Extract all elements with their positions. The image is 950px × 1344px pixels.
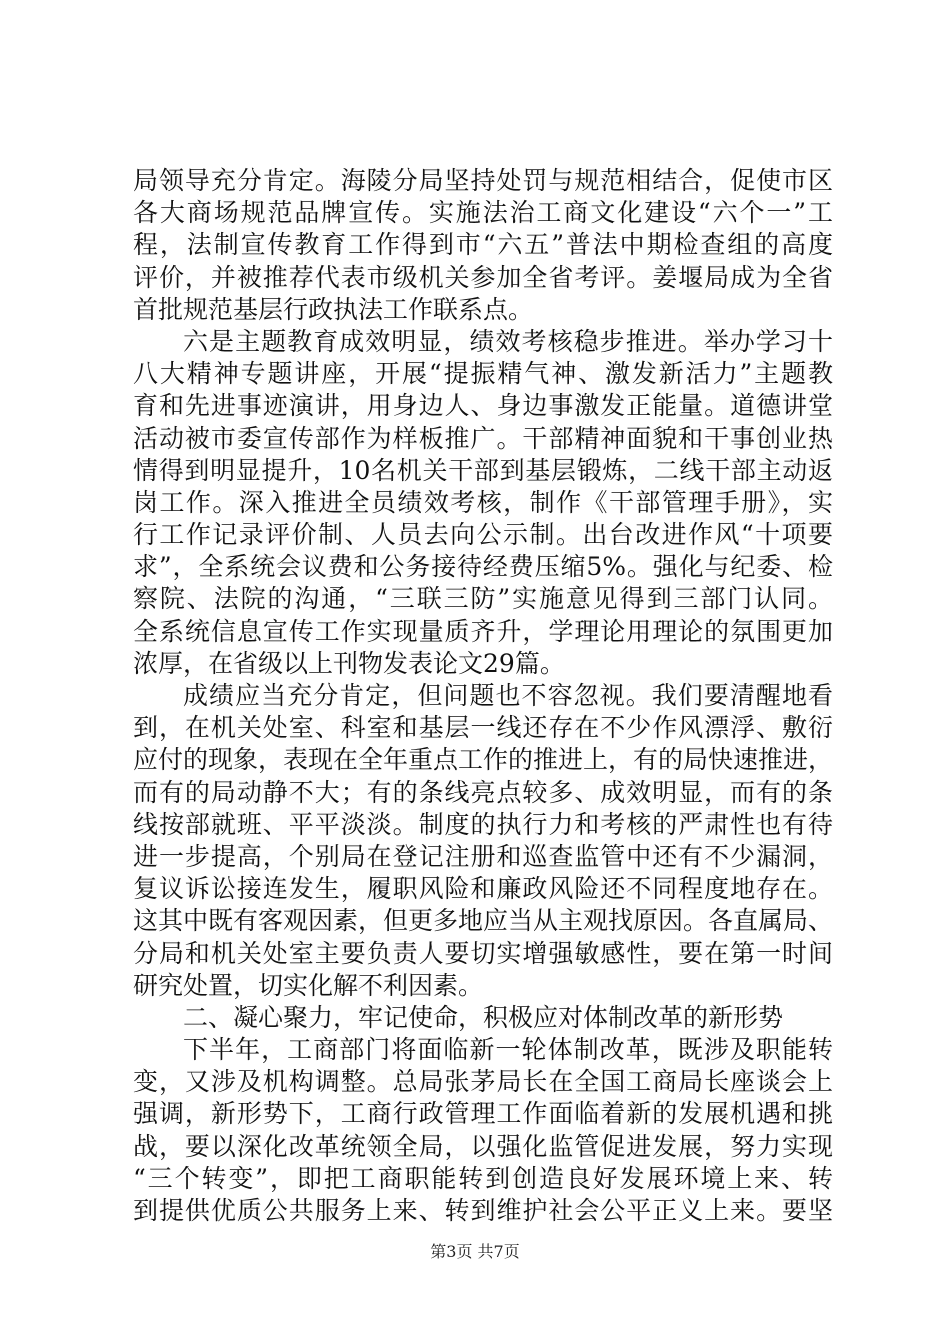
text-line: 全系统信息宣传工作实现量质齐升，学理论用理论的氛围更加 (133, 616, 833, 646)
page-number-footer: 第3页 共7页 (430, 1242, 520, 1261)
text-line: 复议诉讼接连发生，履职风险和廉政风险还不同程度地存在。 (133, 874, 833, 904)
document-body (133, 165, 833, 1227)
text-line: 各大商场规范品牌宣传。实施法治工商文化建设“六个一”工 (133, 198, 833, 228)
paragraph-start-line: 成绩应当充分肯定，但问题也不容忽视。我们要清醒地看 (183, 681, 833, 710)
text-line: “三个转变”，即把工商职能转到创造良好发展环境上来、转 (133, 1163, 833, 1193)
text-line: 到，在机关处室、科室和基层一线还存在不少作风漂浮、敷衍 (133, 713, 833, 743)
paragraph-start-line: 六是主题教育成效明显，绩效考核稳步推进。举办学习十 (183, 326, 833, 356)
text-line: 岗工作。深入推进全员绩效考核，制作《干部管理手册》，实 (133, 487, 833, 517)
text-line: 评价，并被推荐代表市级机关参加全省考评。姜堰局成为全省 (133, 262, 833, 292)
text-line: 这其中既有客观因素，但更多地应当从主观找原因。各直属局、 (133, 906, 833, 936)
text-line: 八大精神专题讲座，开展“提振精气神、激发新活力”主题教 (133, 359, 833, 389)
text-line: 战，要以深化改革统领全局，以强化监管促进发展，努力实现 (133, 1131, 833, 1161)
section-heading: 二、凝心聚力，牢记使命，积极应对体制改革的新形势 (183, 1002, 784, 1032)
text-line: 线按部就班、平平淡淡。制度的执行力和考核的严肃性也有待 (133, 809, 833, 839)
text-line: 而有的局动静不大；有的条线亮点较多、成效明显，而有的条 (133, 777, 833, 807)
text-line: 浓厚，在省级以上刊物发表论文29篇。 (133, 648, 565, 678)
text-line: 首批规范基层行政执法工作联系点。 (133, 294, 534, 324)
text-line: 研究处置，切实化解不利因素。 (133, 970, 484, 1000)
text-line: 察院、法院的沟通，“三联三防”实施意见得到三部门认同。 (133, 584, 833, 614)
text-line: 育和先进事迹演讲，用身边人、身边事激发正能量。道德讲堂 (133, 391, 833, 421)
text-line: 行工作记录评价制、人员去向公示制。出台改进作风“十项要 (133, 520, 833, 550)
text-line: 活动被市委宣传部作为样板推广。干部精神面貌和干事创业热 (133, 423, 833, 453)
text-line: 程，法制宣传教育工作得到市“六五”普法中期检查组的高度 (133, 230, 833, 260)
paragraph-start-line: 下半年，工商部门将面临新一轮体制改革，既涉及职能转 (183, 1035, 833, 1065)
text-line: 变，又涉及机构调整。总局张茅局长在全国工商局长座谈会上 (133, 1067, 833, 1097)
text-line: 求”，全系统会议费和公务接待经费压缩5%。强化与纪委、检 (133, 552, 833, 582)
text-line: 强调，新形势下，工商行政管理工作面临着新的发展机遇和挑 (133, 1099, 833, 1129)
text-line: 到提供优质公共服务上来、转到维护社会公平正义上来。要坚 (133, 1196, 833, 1225)
text-line: 情得到明显提升，10名机关干部到基层锻炼，二线干部主动返 (133, 455, 833, 485)
text-line: 局领导充分肯定。海陵分局坚持处罚与规范相结合，促使市区 (133, 166, 833, 195)
text-line: 分局和机关处室主要负责人要切实增强敏感性，要在第一时间 (133, 938, 833, 968)
text-line: 应付的现象，表现在全年重点工作的推进上，有的局快速推进， (133, 745, 833, 775)
text-line: 进一步提高，个别局在登记注册和巡查监管中还有不少漏洞， (133, 841, 833, 871)
